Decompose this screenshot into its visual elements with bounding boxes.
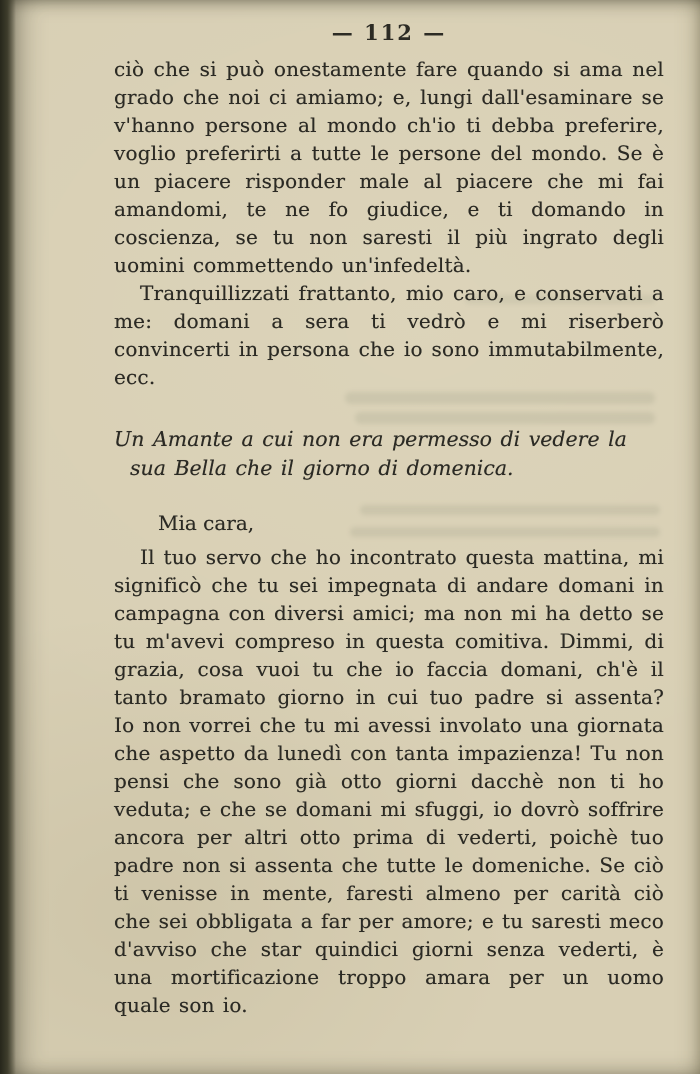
letter-section-title: Un Amante a cui non era permesso di vedere la sua Bella che il giorno di domenica. xyxy=(114,427,627,480)
letter-salutation: Mia cara, xyxy=(158,511,255,535)
paragraph-continuation: ciò che si può onestamente fare quando si ama nel grado che noi ci amiamo; e, lungi dall'esaminare se v'hanno persone al mondo ch'io ti debba preferire, voglio preferirti a tutte le persone del mondo. Se è un piacere risponder male al piacere che mi fai amandomi, te ne fo giudice, e ti domando in coscienza, se tu non saresti il più ingrato degli uomini commettendo un'infedeltà. xyxy=(114,57,664,277)
paragraph-closing: Tranquillizzati frattanto, mio caro, e conservati a me: domani a sera ti vedrò e mi riserberò convincerti in persona che io sono immutabilmente, ecc. xyxy=(114,281,664,389)
page-number: — 112 — xyxy=(331,20,447,45)
letter-body: Il tuo servo che ho incontrato questa mattina, mi significò che tu sei impegnata di andare domani in campagna con diversi amici; ma non mi ha detto se tu m'avevi compreso in questa comitiva. Dimmi, di grazia, cosa vuoi tu che io faccia domani, ch'è il tanto bramato giorno in cui tuo padre si assenta? Io non vorrei che tu mi avessi involato una giornata che aspetto da lunedì con tanta impazienza! Tu non pensi che sono già otto giorni dacchè non ti ho veduta; e che se domani mi sfuggi, io dovrò soffrire ancora per altri otto prima di vederti, poichè tuo padre non si assenta che tutte le domeniche. Se ciò ti venisse in mente, faresti almeno per carità ciò che sei obbligata a far per amore; e tu saresti meco d'avviso che star quindici giorni senza vederti, è una mortificazione troppo amara per un uomo quale son io. xyxy=(114,545,664,1017)
